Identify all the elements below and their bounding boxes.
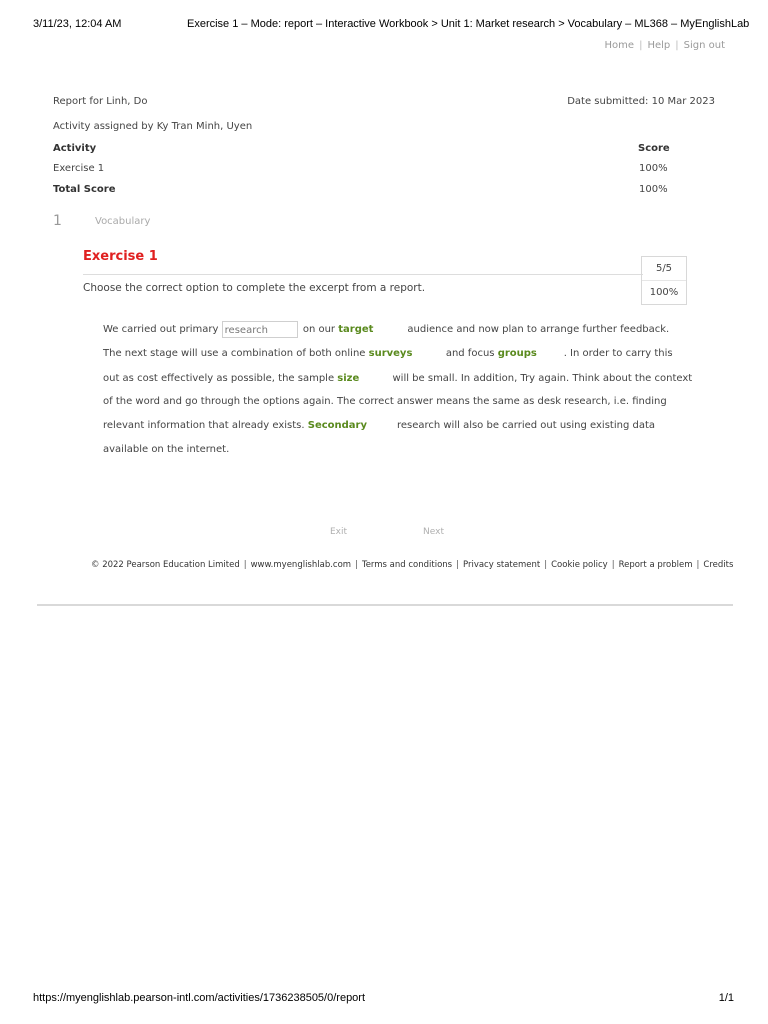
copyright: © 2022 Pearson Education Limited	[91, 560, 240, 570]
passage-text: available on the internet.	[103, 444, 230, 455]
privacy-link[interactable]: Privacy statement	[462, 560, 541, 570]
question-category: Vocabulary	[95, 216, 151, 227]
separator: |	[611, 560, 615, 570]
date-submitted: Date submitted: 10 Mar 2023	[567, 96, 715, 107]
passage-line	[103, 367, 692, 391]
separator: |	[696, 560, 700, 570]
separator: |	[243, 560, 247, 570]
score-percent: 100%	[649, 287, 679, 298]
report-for: Report for Linh, Do	[53, 96, 148, 107]
gap-answer-target[interactable]: target	[338, 324, 374, 335]
separator: |	[544, 560, 548, 570]
passage-text: We carried out primary	[103, 324, 219, 335]
report-problem-link[interactable]: Report a problem	[618, 560, 693, 570]
cookie-policy-link[interactable]: Cookie policy	[551, 560, 608, 570]
print-header	[0, 18, 768, 32]
exercise-title: Exercise 1	[83, 249, 158, 264]
passage-text: of the word and go through the options again. The correct answer means the same as desk research, i.e. finding	[103, 396, 667, 407]
passage-text: research will also be carried out using existing data	[396, 420, 656, 431]
passage-text: out as cost effectively as possible, the sample	[103, 373, 335, 384]
passage-text: relevant information that already exists.	[103, 420, 305, 431]
home-link[interactable]: Home	[604, 40, 635, 51]
passage-text: . In order to carry this	[563, 348, 673, 359]
question-number: 1	[53, 213, 62, 229]
passage-text: will be small. In addition, Try again. Think about the context	[392, 373, 693, 384]
gap-answer-groups[interactable]: groups	[497, 348, 537, 359]
passage-text: audience and now plan to arrange further feedback.	[407, 324, 670, 335]
score-column-header: Score	[638, 143, 670, 154]
gap-answer-secondary[interactable]: Secondary	[307, 420, 368, 431]
top-links	[605, 40, 725, 51]
separator: |	[639, 40, 643, 51]
exercise-instruction: Choose the correct option to complete the excerpt from a report.	[83, 282, 426, 294]
separator: |	[355, 560, 358, 570]
activity-column-header: Activity	[53, 143, 97, 154]
passage-text: on our	[302, 324, 336, 335]
passage-line	[103, 390, 667, 414]
separator: |	[675, 40, 679, 51]
exit-button[interactable]: Exit	[330, 527, 348, 537]
gap-answer-surveys[interactable]: surveys	[368, 348, 413, 359]
page-bottom-divider	[37, 604, 733, 606]
next-button[interactable]: Next	[423, 527, 444, 537]
passage-text: The next stage will use a combination of both online	[103, 348, 366, 359]
total-score-value: 100%	[639, 184, 668, 195]
score-fraction: 5/5	[642, 257, 686, 281]
passage-line	[103, 438, 229, 462]
divider	[83, 274, 643, 275]
site-footer	[91, 560, 733, 570]
score-box	[641, 256, 687, 305]
passage-line	[103, 414, 655, 438]
print-datetime: 3/11/23, 12:04 AM	[33, 18, 122, 30]
print-url: https://myenglishlab.pearson-intl.com/activities/1736238505/0/report	[33, 992, 366, 1004]
activity-row-name: Exercise 1	[53, 163, 105, 174]
credits-link[interactable]: Credits	[703, 560, 734, 570]
separator: |	[456, 560, 459, 570]
terms-link[interactable]: Terms and conditions	[361, 560, 453, 570]
print-page-title: Exercise 1 – Mode: report – Interactive Workbook > Unit 1: Market research > Vocabulary – ML368 – MyEnglishLab	[187, 18, 750, 30]
passage-line	[103, 318, 669, 342]
print-page-number: 1/1	[718, 992, 734, 1004]
activity-row-score: 100%	[639, 163, 668, 174]
gap-input-research[interactable]: research	[222, 321, 298, 338]
print-footer	[0, 992, 768, 1006]
help-link[interactable]: Help	[647, 40, 671, 51]
sign-out-link[interactable]: Sign out	[683, 40, 725, 51]
gap-answer-size[interactable]: size	[337, 373, 360, 384]
assigned-by: Activity assigned by Ky Tran Minh, Uyen	[53, 121, 253, 132]
passage-line	[103, 342, 673, 366]
passage-text: and focus	[445, 348, 495, 359]
site-link[interactable]: www.myenglishlab.com	[250, 560, 352, 570]
total-score-label: Total Score	[53, 184, 116, 195]
